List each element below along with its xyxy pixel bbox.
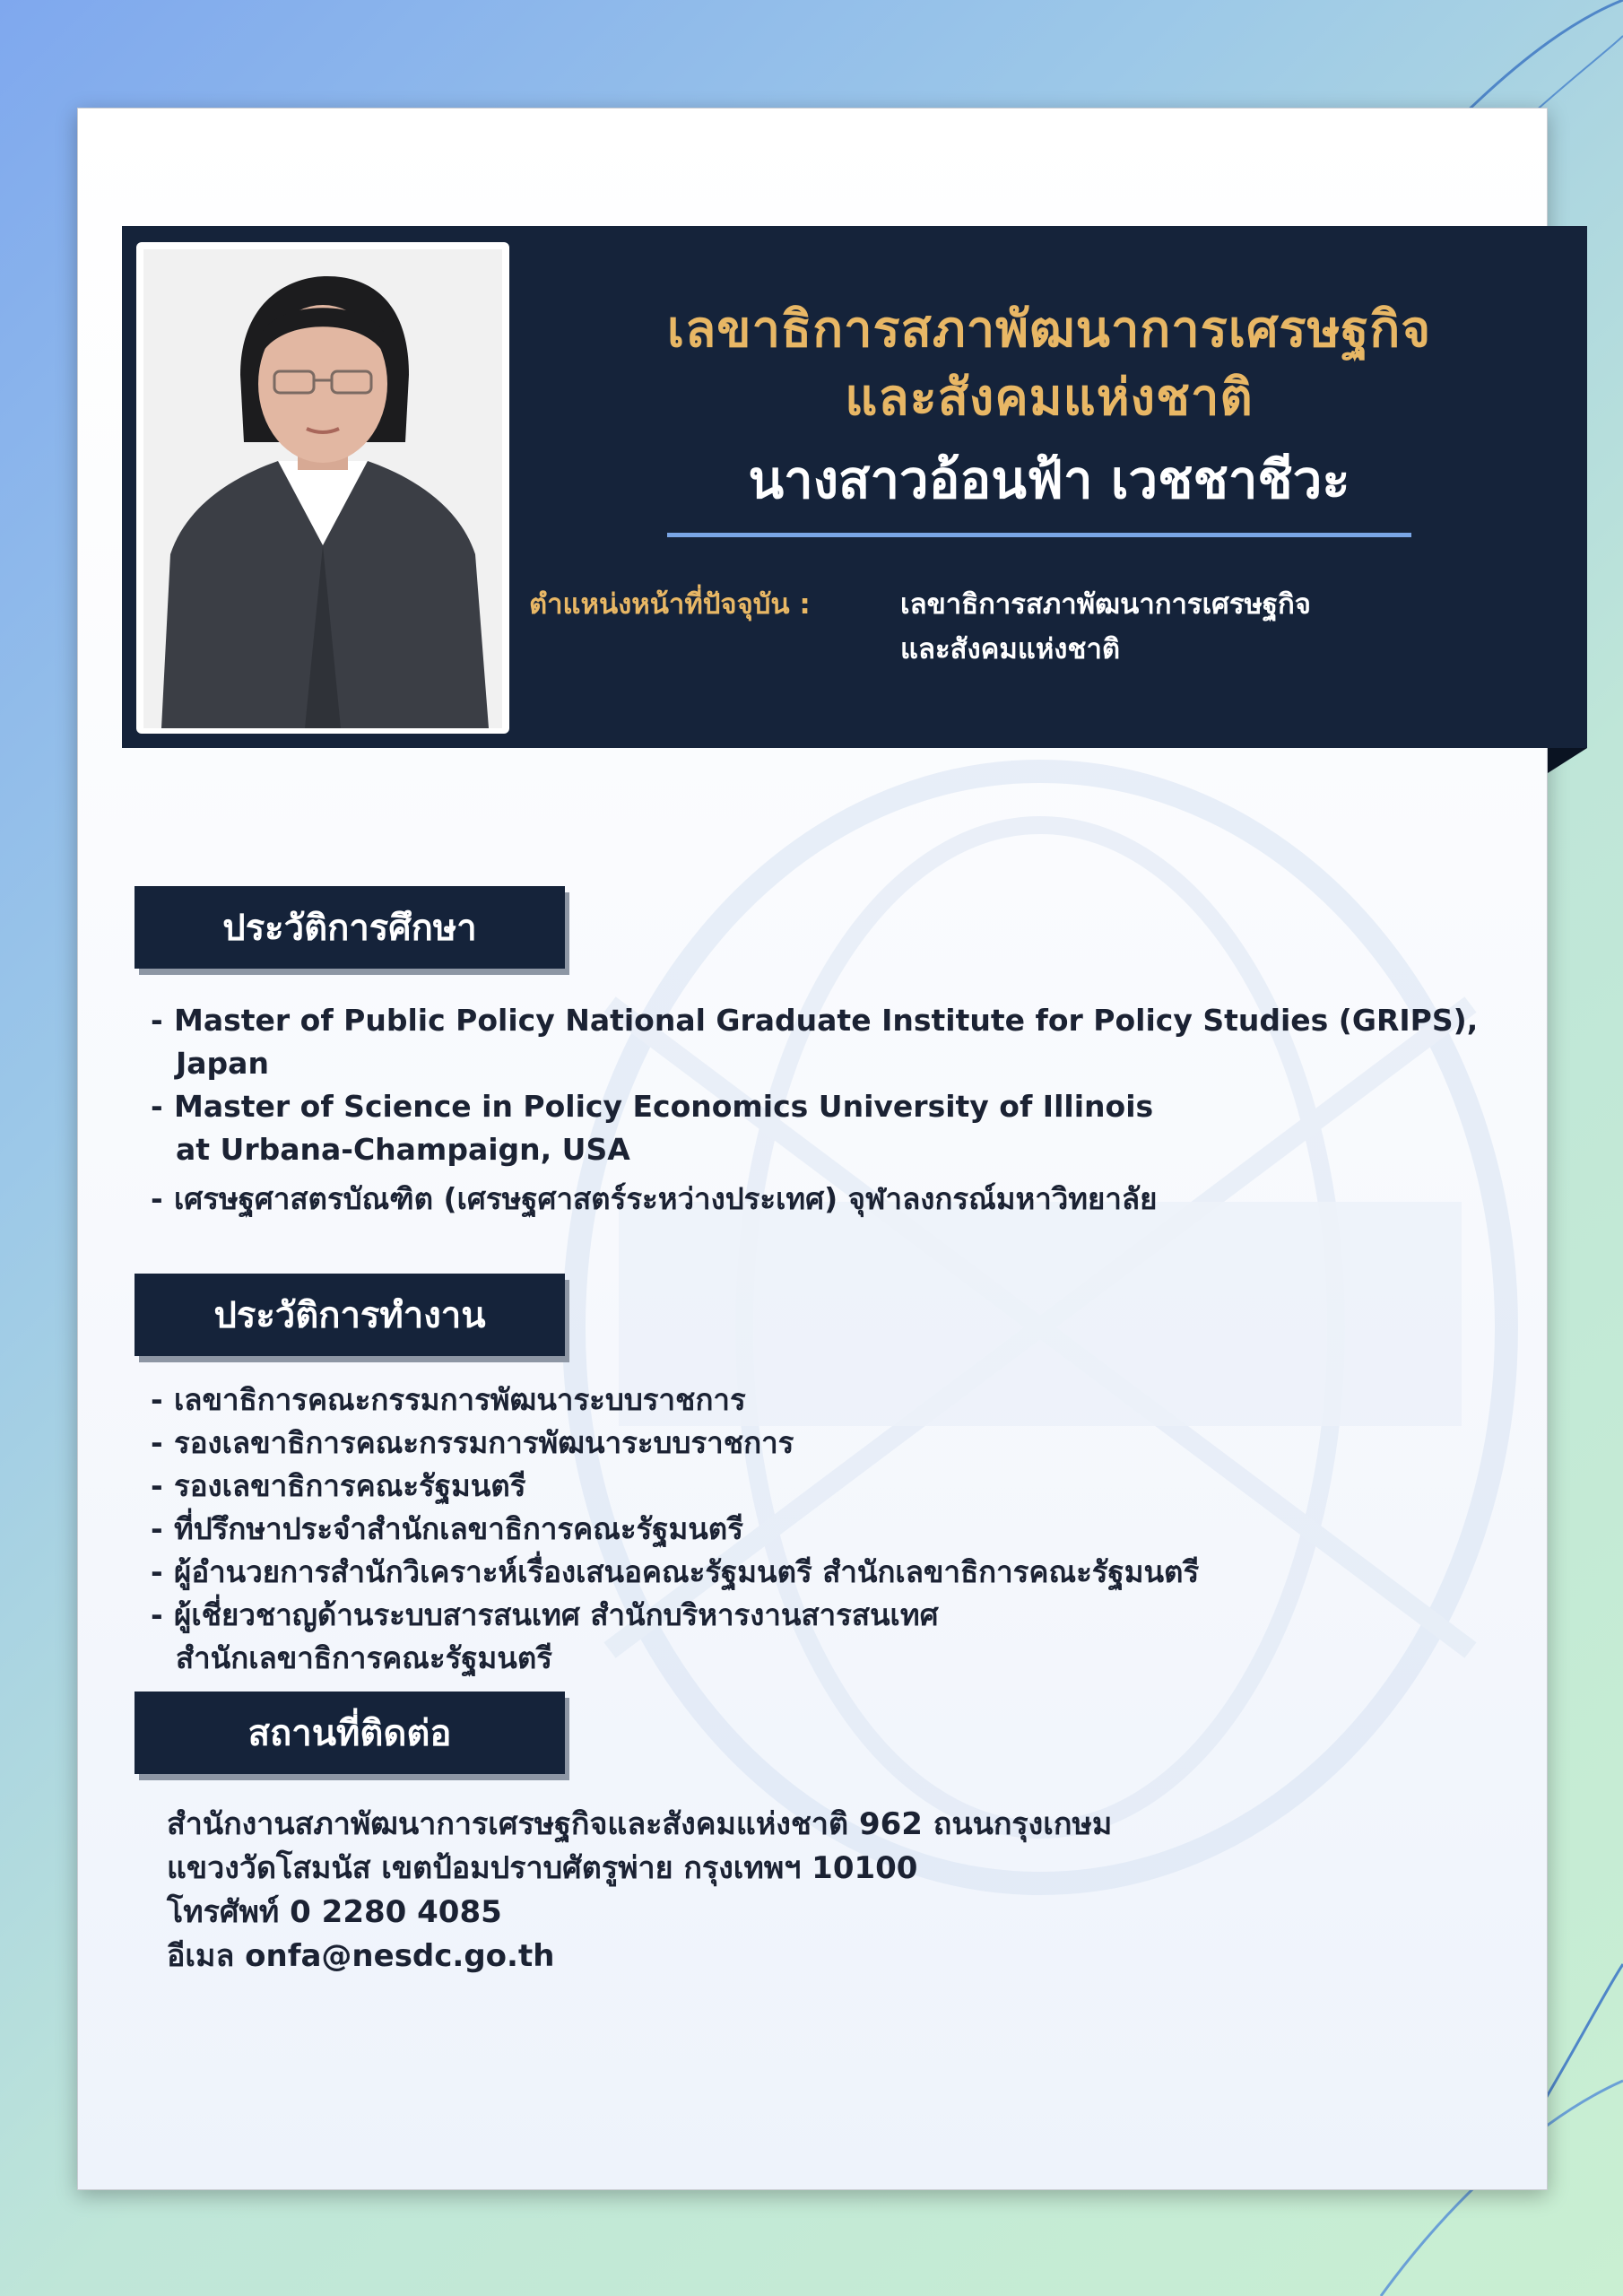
career-item-line-1: ผู้อำนวยการสำนักวิเคราะห์เรื่องเสนอคณะรัฐมนตรี สำนักเลขาธิการคณะรัฐมนตรี <box>174 1554 1200 1589</box>
education-item-line-1: เศรษฐศาสตรบัณฑิต (เศรษฐศาสตร์ระหว่างประเทศ) จุฬาลงกรณ์มหาวิทยาลัย <box>174 1181 1158 1216</box>
bullet: - <box>151 1511 163 1546</box>
bullet: - <box>151 1382 163 1417</box>
education-item-line-2: at Urbana-Champaign, USA <box>176 1132 630 1167</box>
title-line-1: เลขาธิการสภาพัฒนาการเศรษฐกิจ <box>666 300 1432 359</box>
contact-address-line-1: สำนักงานสภาพัฒนาการเศรษฐกิจและสังคมแห่งชาติ 962 ถนนกรุงเกษม <box>167 1806 1113 1842</box>
bullet: - <box>151 1089 163 1124</box>
education-item <box>151 1175 1157 1222</box>
career-item-line-1: ที่ปรึกษาประจำสำนักเลขาธิการคณะรัฐมนตรี <box>174 1511 743 1546</box>
career-heading: ประวัติการทำงาน <box>135 1274 565 1356</box>
bullet: - <box>151 1425 163 1460</box>
education-item <box>151 1089 1153 1124</box>
banner-fold <box>1548 748 1587 773</box>
career-item <box>151 1419 794 1466</box>
bullet: - <box>151 1181 163 1216</box>
career-item <box>151 1376 746 1423</box>
contact-phone: โทรศัพท์ 0 2280 4085 <box>167 1894 502 1930</box>
position-value-line-2: และสังคมแห่งชาติ <box>900 633 1120 665</box>
career-item <box>151 1462 525 1509</box>
career-item <box>151 1591 939 1639</box>
position-label: ตำแหน่งหน้าที่ปัจจุบัน : <box>529 588 811 621</box>
education-item-line-1: Master of Public Policy National Graduate Institute for Policy Studies (GRIPS), <box>174 1003 1479 1038</box>
career-item <box>151 1505 743 1552</box>
career-item-line-1: เลขาธิการคณะกรรมการพัฒนาระบบราชการ <box>174 1382 746 1417</box>
career-item <box>151 1548 1199 1596</box>
title-line-2: และสังคมแห่งชาติ <box>845 369 1254 427</box>
career-item-line-1: รองเลขาธิการคณะรัฐมนตรี <box>174 1468 526 1503</box>
education-item <box>151 1003 1478 1038</box>
contact-heading: สถานที่ติดต่อ <box>135 1692 565 1774</box>
bullet: - <box>151 1468 163 1503</box>
bullet: - <box>151 1554 163 1589</box>
watermark-emblem <box>538 735 1542 1919</box>
career-item-line-1: ผู้เชี่ยวชาญด้านระบบสารสนเทศ สำนักบริหารงานสารสนเทศ <box>174 1597 939 1632</box>
portrait-photo <box>143 249 502 728</box>
education-item-line-2: Japan <box>176 1046 269 1081</box>
person-name: นางสาวอ้อนฟ้า เวชชาชีวะ <box>748 449 1350 510</box>
career-item-line-1: รองเลขาธิการคณะกรรมการพัฒนาระบบราชการ <box>174 1425 794 1460</box>
position-value-line-1: เลขาธิการสภาพัฒนาการเศรษฐกิจ <box>900 588 1311 621</box>
contact-email: อีเมล onfa@nesdc.go.th <box>167 1938 555 1974</box>
bullet: - <box>151 1597 163 1632</box>
education-item-line-1: Master of Science in Policy Economics University of Illinois <box>174 1089 1154 1124</box>
name-underline <box>667 533 1411 537</box>
contact-address-line-2: แขวงวัดโสมนัส เขตป้อมปราบศัตรูพ่าย กรุงเทพฯ 10100 <box>167 1850 918 1886</box>
bullet: - <box>151 1003 163 1038</box>
career-item-line-2: สำนักเลขาธิการคณะรัฐมนตรี <box>176 1640 552 1675</box>
education-heading: ประวัติการศึกษา <box>135 886 565 969</box>
